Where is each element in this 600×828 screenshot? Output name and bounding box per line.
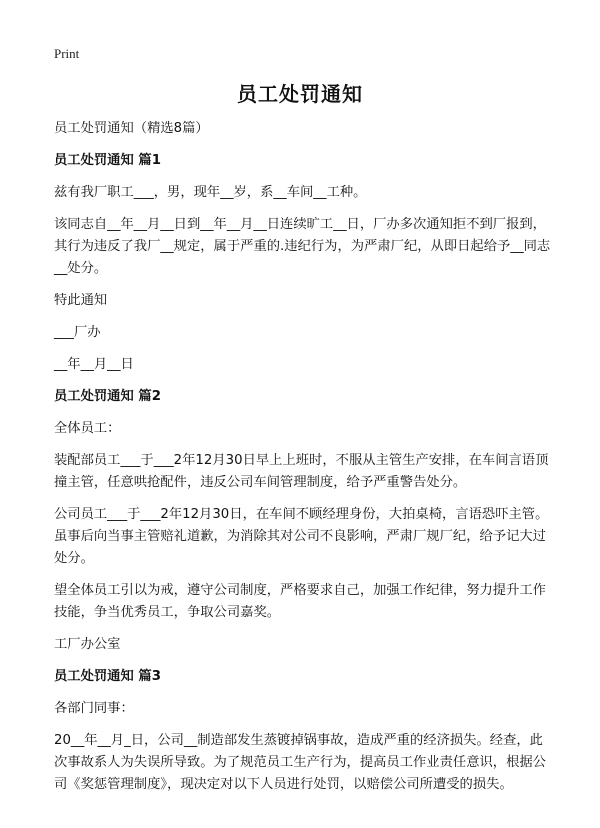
section1-paragraph: 该同志自__年__月__日到__年__月__日连续旷工__日，厂办多次通知拒不到厂报到，其行为违反了我厂__规定，属于严重的.违纪行为，为严肃厂纪，从即日起给予__同志__处分。 — [54, 217, 551, 276]
section1-signature: ___厂办 — [54, 325, 101, 340]
section2-paragraph: 全体员工： — [54, 421, 121, 436]
section2-paragraph: 公司员工___于___2年12月30日，在车间不顾经理身份，大拍桌椅，言语恐吓主管。虽事后向当事主管赔礼道歉，为消除其对公司不良影响，严肃厂规厂纪，给予记大过处分。 — [54, 507, 549, 566]
section1-heading: 员工处罚通知 篇1 — [54, 153, 161, 168]
section2-paragraph: 望全体员工引以为戒，遵守公司制度，严格要求自己，加强工作纪律，努力提升工作技能，争当优秀员工，争取公司嘉奖。 — [54, 583, 546, 620]
section1-date: __年__月__日 — [54, 357, 134, 372]
section2-heading: 员工处罚通知 篇2 — [54, 389, 161, 404]
section2-paragraph: 装配部员工___于___2年12月30日早上上班时，不服从主管生产安排，在车间言语顶撞主管，任意哄抢配件，违反公司车间管理制度，给予严重警告处分。 — [54, 453, 549, 490]
document-body — [54, 118, 554, 806]
document-subtitle: 员工处罚通知（精选8篇） — [54, 121, 209, 136]
section2-signature: 工厂办公室 — [54, 637, 121, 652]
section1-paragraph: 特此通知 — [54, 293, 108, 308]
page-title: 员工处罚通知 — [237, 82, 363, 106]
section3-heading: 员工处罚通知 篇3 — [54, 669, 161, 684]
section3-paragraph: 20__年__月_日，公司__制造部发生蒸镀掉锅事故，造成严重的经济损失。经查，此次事故系人为失误所导致。为了规范员工生产行为，提高员工作业责任意识，根据公司《奖惩管理制度》，现决定对以下人员进行处罚，以赔偿公司所遭受的损失。 — [54, 733, 546, 792]
section1-paragraph: 兹有我厂职工___，男，现年__岁，系__车间__工种。 — [54, 185, 367, 200]
section3-paragraph: 各部门同事： — [54, 701, 134, 716]
print-label: Print — [54, 46, 80, 61]
